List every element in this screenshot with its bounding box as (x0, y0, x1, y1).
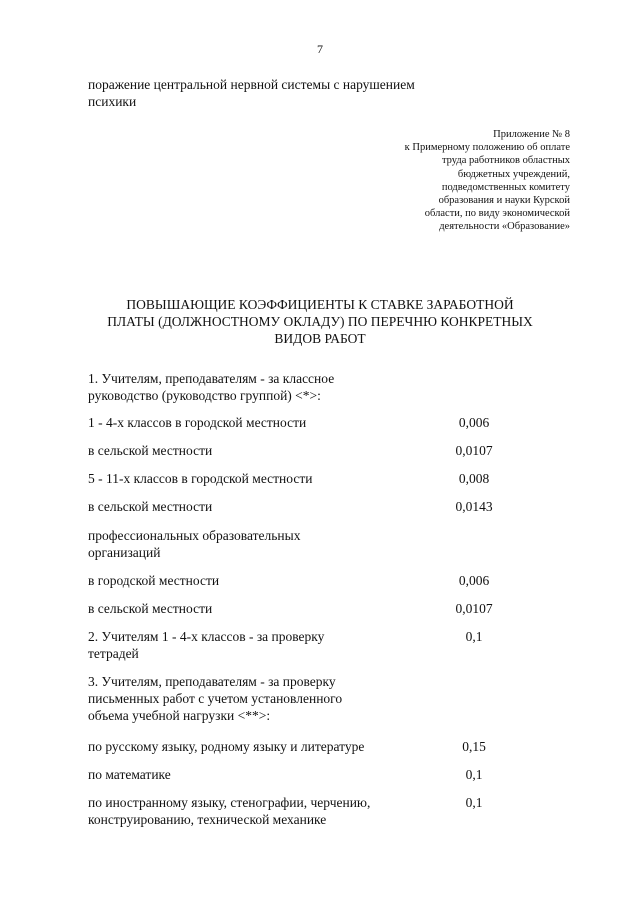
row-value: 0,1 (465, 795, 483, 810)
row-value: 0,1 (465, 767, 483, 782)
title-line: ПОВЫШАЮЩИЕ КОЭФФИЦИЕНТЫ К СТАВКЕ ЗАРАБОТНОЙ (126, 297, 514, 312)
appendix-line: труда работников областных (441, 155, 570, 167)
appendix-line: деятельности «Образование» (439, 221, 570, 233)
row-label: 1. Учителям, преподавателям - за классное руководство (руководство группой) <*>: (88, 371, 335, 403)
intro-text: поражение центральной нервной системы с нарушением психики (88, 77, 415, 109)
row-value: 0,15 (462, 739, 486, 754)
row-value: 0,1 (465, 629, 483, 644)
page-number: 7 (317, 42, 323, 56)
row-label: профессиональных образовательных организаций (88, 528, 301, 560)
row-label: 3. Учителям, преподавателям - за проверку письменных работ с учетом установленного объема учебной нагрузки <**>: (88, 674, 343, 723)
row-label: в сельской местности (88, 499, 213, 514)
title-line: ПЛАТЫ (ДОЛЖНОСТНОМУ ОКЛАДУ) ПО ПЕРЕЧНЮ КОНКРЕТНЫХ (107, 314, 533, 329)
appendix-line: бюджетных учреждений, (457, 168, 570, 180)
row-label: 2. Учителям 1 - 4-х классов - за проверку тетрадей (88, 629, 325, 661)
row-value: 0,006 (458, 415, 490, 430)
row-label: в сельской местности (88, 443, 213, 458)
row-label: в сельской местности (88, 601, 213, 616)
appendix-line: области, по виду экономической (424, 208, 570, 220)
document-title (100, 296, 540, 347)
appendix-line: образования и науки Курской (438, 195, 570, 207)
appendix-line: подведомственных комитету (441, 181, 570, 193)
appendix-line: к Примерному положению об оплате (404, 142, 570, 154)
row-value: 0,0143 (455, 499, 493, 514)
row-value: 0,006 (458, 573, 490, 588)
row-label: по иностранному языку, стенографии, черчению, конструированию, технической механике (88, 795, 371, 827)
row-value: 0,0107 (455, 601, 493, 616)
row-label: 5 - 11-х классов в городской местности (88, 471, 313, 486)
row-label: 1 - 4-х классов в городской местности (88, 415, 307, 430)
row-label: по русскому языку, родному языку и литературе (88, 739, 365, 754)
appendix-block (310, 128, 570, 234)
row-value: 0,008 (458, 471, 490, 486)
row-label: в городской местности (88, 573, 220, 588)
row-label: по математике (88, 767, 171, 782)
row-value: 0,0107 (455, 443, 493, 458)
appendix-title: Приложение № 8 (493, 129, 570, 140)
title-line: ВИДОВ РАБОТ (274, 331, 366, 346)
